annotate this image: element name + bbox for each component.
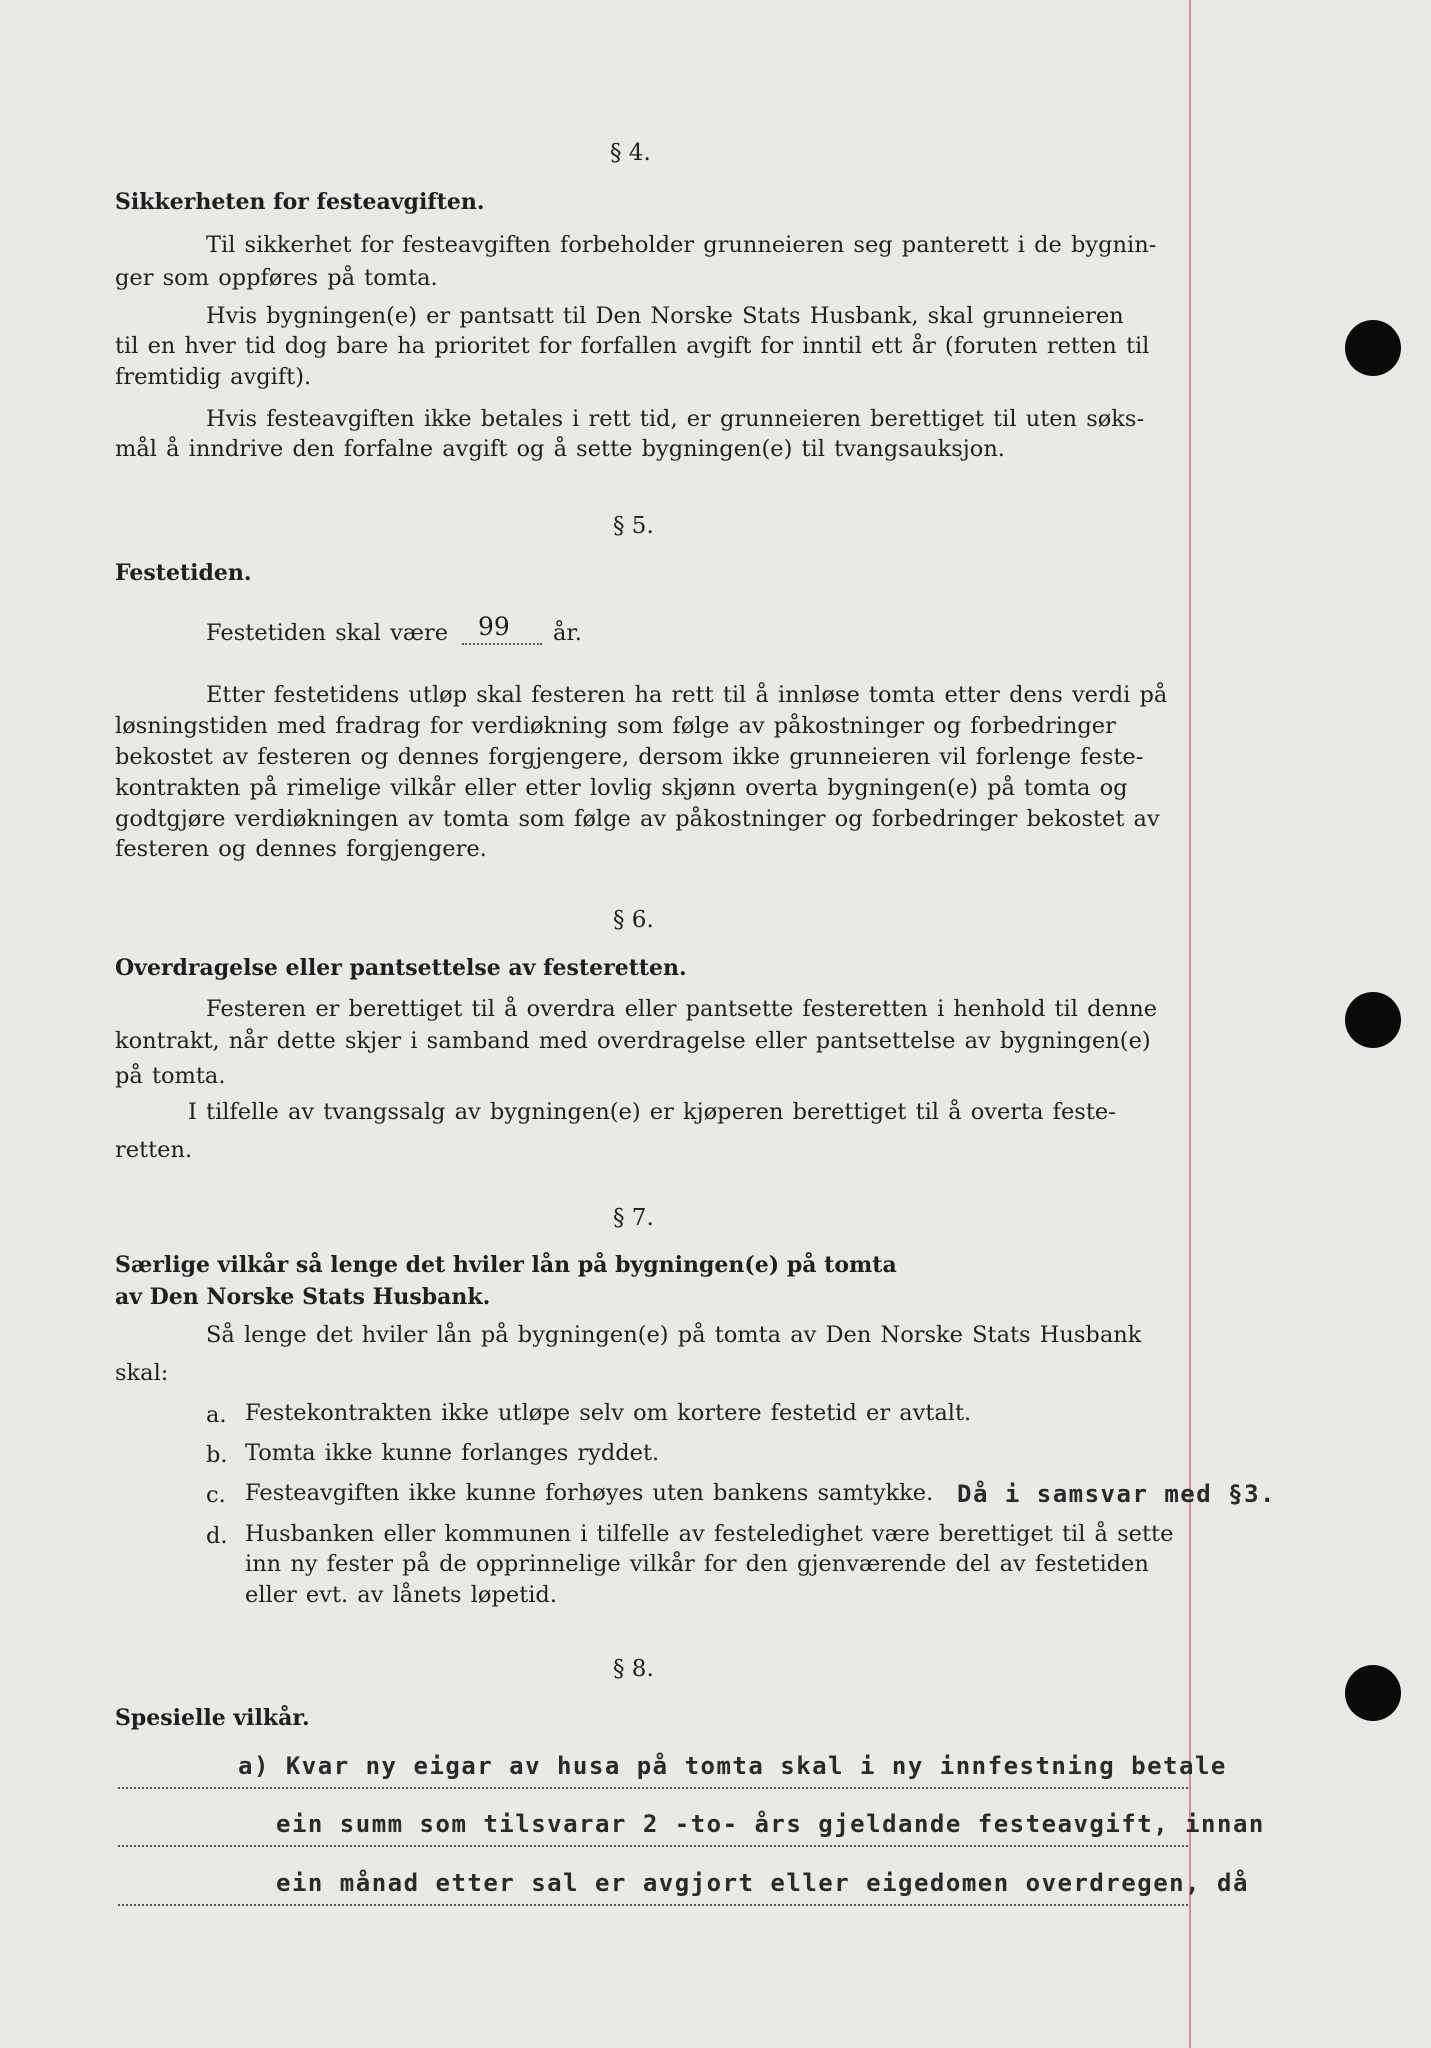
- s5-line-1: Etter festetidens utløp skal festeren ha rett til å innløse tomta etter dens verdi på: [206, 682, 1168, 708]
- punch-hole-icon: [1345, 992, 1401, 1048]
- section-5-heading: Festetiden.: [115, 560, 252, 586]
- typed-condition-line: a) Kvar ny eigar av husa på tomta skal i ny innfestning betale: [238, 1752, 1227, 1780]
- festetid-prefix: Festetiden skal være: [206, 620, 449, 646]
- s7-item-text: Festekontrakten ikke utløpe selv om kortere festetid er avtalt.: [245, 1400, 972, 1426]
- s7-intro-line-1: Så lenge det hviler lån på bygningen(e) på tomta av Den Norske Stats Husbank: [206, 1322, 1142, 1348]
- section-4-heading: Sikkerheten for festeavgiften.: [115, 189, 485, 215]
- s7-item-label: a.: [206, 1402, 227, 1428]
- s5-line-6: festeren og dennes forgjengere.: [115, 836, 487, 862]
- typed-condition-line: ein månad etter sal er avgjort eller eigedomen overdregen, då: [276, 1869, 1249, 1897]
- section-8-heading: Spesielle vilkår.: [115, 1705, 310, 1731]
- s5-line-3: bekostet av festeren og dennes forgjengere, dersom ikke grunneieren vil forlenge feste-: [115, 744, 1144, 770]
- s7-item-text: Husbanken eller kommunen i tilfelle av festeledighet være berettiget til å sette: [245, 1521, 1174, 1547]
- s5-line-2: løsningstiden med fradrag for verdiøkning som følge av påkostninger og forbedringer: [115, 713, 1116, 739]
- typed-note: Då i samsvar med §3.: [957, 1480, 1276, 1508]
- dotted-fill-line: [118, 1845, 1188, 1847]
- s4-line-4: til en hver tid dog bare ha prioritet for forfallen avgift for inntil ett år (foruten retten til: [115, 333, 1150, 359]
- s6-line-4: I tilfelle av tvangssalg av bygningen(e) er kjøperen berettiget til å overta feste-: [188, 1099, 1116, 1125]
- festetid-value: 99: [478, 612, 510, 641]
- section-7-heading-line-2: av Den Norske Stats Husbank.: [115, 1284, 491, 1310]
- s4-line-2: ger som oppføres på tomta.: [115, 265, 438, 291]
- s4-line-5: fremtidig avgift).: [115, 364, 312, 390]
- s7-item-d-line-3: eller evt. av lånets løpetid.: [245, 1582, 557, 1608]
- s7-item-label: d.: [206, 1523, 228, 1549]
- section-5-number: § 5.: [613, 513, 654, 539]
- s6-line-1: Festeren er berettiget til å overdra eller pantsette festeretten i henhold til denne: [206, 996, 1158, 1022]
- s7-item-label: b.: [206, 1442, 228, 1468]
- section-6-number: § 6.: [613, 907, 654, 933]
- s4-line-6: Hvis festeavgiften ikke betales i rett tid, er grunneieren berettiget til uten søks-: [206, 406, 1145, 432]
- festetid-suffix: år.: [553, 620, 582, 646]
- s7-item-d-line-2: inn ny fester på de opprinnelige vilkår for den gjenværende del av festetiden: [245, 1551, 1149, 1577]
- dotted-fill-line: [118, 1787, 1188, 1789]
- typed-condition-line: ein summ som tilsvarar 2 -to- års gjeldande festeavgift, innan: [276, 1810, 1265, 1838]
- punch-hole-icon: [1345, 320, 1401, 376]
- s7-item-text: Festeavgiften ikke kunne forhøyes uten bankens samtykke.: [245, 1480, 934, 1506]
- section-7-number: § 7.: [613, 1205, 654, 1231]
- s5-line-4: kontrakten på rimelige vilkår eller etter lovlig skjønn overta bygningen(e) på tomta og: [115, 775, 1128, 801]
- section-6-heading: Overdragelse eller pantsettelse av festeretten.: [115, 955, 687, 981]
- festetid-dotted-line: [462, 643, 542, 645]
- s7-item-label: c.: [206, 1482, 226, 1508]
- s4-line-1: Til sikkerhet for festeavgiften forbeholder grunneieren seg panterett i de bygnin-: [206, 232, 1157, 258]
- s5-line-5: godtgjøre verdiøkningen av tomta som følge av påkostninger og forbedringer bekostet av: [115, 806, 1160, 832]
- s6-line-5: retten.: [115, 1137, 193, 1163]
- s6-line-2: kontrakt, når dette skjer i samband med overdragelse eller pantsettelse av bygningen(e): [115, 1028, 1151, 1054]
- s4-line-7: mål å inndrive den forfalne avgift og å sette bygningen(e) til tvangsauksjon.: [115, 436, 1005, 462]
- dotted-fill-line: [118, 1904, 1188, 1906]
- red-margin-line: [1189, 0, 1191, 2048]
- section-8-number: § 8.: [613, 1656, 654, 1682]
- section-7-heading-line-1: Særlige vilkår så lenge det hviler lån på bygningen(e) på tomta: [115, 1252, 897, 1278]
- s7-item-text: Tomta ikke kunne forlanges ryddet.: [245, 1440, 660, 1466]
- punch-hole-icon: [1345, 1665, 1401, 1721]
- s6-line-3: på tomta.: [115, 1063, 226, 1089]
- section-4-number: § 4.: [610, 140, 651, 166]
- s4-line-3: Hvis bygningen(e) er pantsatt til Den Norske Stats Husbank, skal grunneieren: [206, 303, 1124, 329]
- s7-intro-line-2: skal:: [115, 1360, 169, 1386]
